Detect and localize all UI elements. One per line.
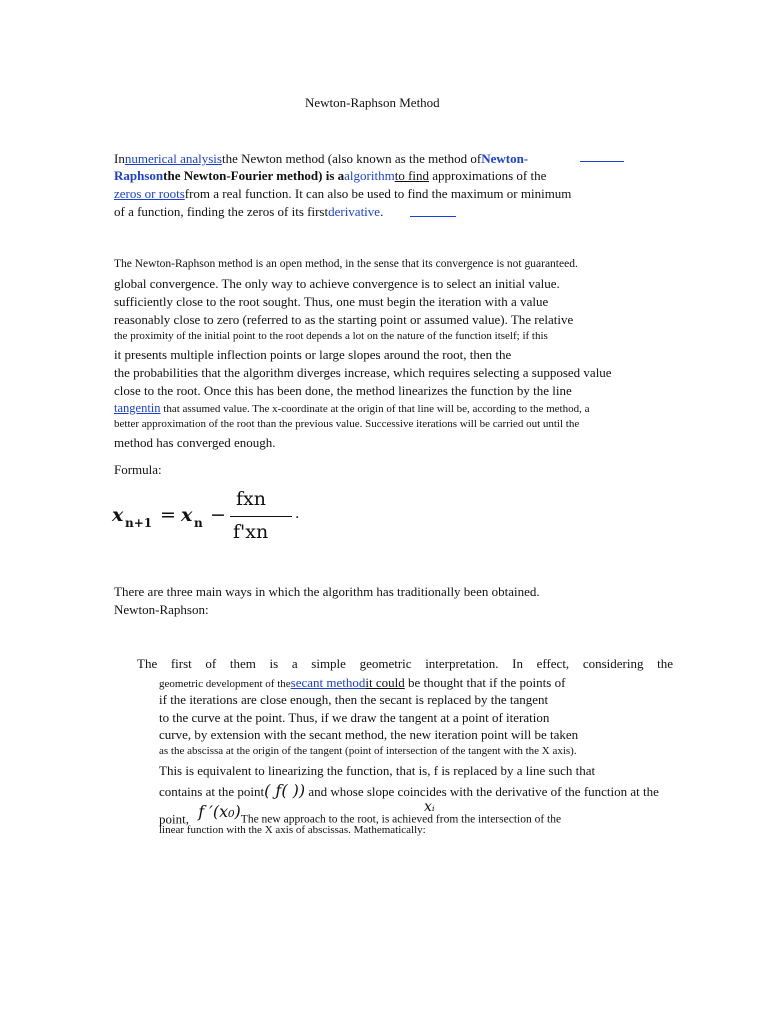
numerical-analysis-link[interactable]: numerical analysis: [124, 151, 222, 166]
para4-l9-pre: point,: [159, 811, 189, 827]
para4-line-2: [159, 675, 565, 691]
para4-l2-pre: geometric development of the: [159, 678, 291, 690]
intro-l2-rest: approximations of the: [429, 168, 547, 183]
it-could-text: it could: [365, 675, 405, 690]
intro-line-4: [114, 204, 383, 220]
para4-line-3: if the iterations are close enough, then the secant is replaced by the tangent: [159, 692, 549, 707]
intro-l4-end: .: [380, 204, 384, 219]
blank-link-1[interactable]: [580, 161, 624, 162]
intro-line-3: [114, 186, 571, 202]
algorithm-link[interactable]: algorithm: [344, 168, 395, 183]
derivative-link[interactable]: derivative: [328, 204, 381, 219]
intro-prefix: In: [114, 151, 125, 166]
para2-line-4: reasonably close to zero (referred to as the starting point or assumed value). The relative: [114, 312, 574, 327]
para4-l2-post: be thought that if the points of: [404, 675, 566, 690]
para4-line-6: as the abscissa at the origin of the tangent (point of intersection of the tangent with the X axis).: [159, 745, 577, 757]
intro-line-2: [114, 168, 546, 184]
formula-label: Formula:: [114, 462, 162, 477]
to-find-text: to find: [394, 168, 430, 183]
para2-line-8: close to the root. Once this has been done, the method linearizes the function by the line: [114, 383, 572, 398]
intro-line-1: [114, 151, 528, 167]
intro-l4-text: of a function, finding the zeros of its first: [114, 204, 329, 219]
para4-line-8: [159, 781, 659, 800]
para2-line-2: global convergence. The only way to achieve convergence is to select an initial value.: [114, 276, 560, 291]
formula-minus: −: [210, 504, 226, 526]
para4-line-7: This is equivalent to linearizing the function, that is, f is replaced by a line such that: [159, 763, 596, 778]
para4-line-5: curve, by extension with the secant method, the new iteration point will be taken: [159, 727, 579, 742]
newton-formula: [112, 486, 312, 546]
intro-bold-text: the Newton-Fourier method) is a: [163, 168, 345, 183]
para4-line-10: linear function with the X axis of abscissas. Mathematically:: [159, 824, 426, 836]
para4-l8-post: and whose slope coincides with the derivative of the function at the: [305, 784, 659, 799]
para2-line-10: better approximation of the root than the previous value. Successive iterations will be carried out until the: [114, 418, 580, 430]
formula-equals: =: [160, 504, 176, 526]
xi-notation: xᵢ: [424, 799, 435, 815]
para3-line-1: There are three main ways in which the algorithm has traditionally been obtained.: [114, 584, 540, 599]
derivative-notation: f ′(x₀): [198, 802, 241, 821]
page-title: Newton-Raphson Method: [305, 95, 440, 110]
fraction-bar: [230, 516, 292, 517]
newton-raphson-link-part1[interactable]: Newton-: [481, 151, 529, 166]
para2-line-9: [114, 401, 590, 416]
para2-line-5: the proximity of the initial point to the root depends a lot on the nature of the function itself; if this: [114, 330, 548, 342]
para2-line-3: sufficiently close to the root sought. Thus, one must begin the iteration with a value: [114, 294, 549, 309]
formula-x: x: [181, 504, 193, 526]
para4-line-4: to the curve at the point. Thus, if we draw the tangent at a point of iteration: [159, 710, 550, 725]
tangent-link[interactable]: tangentin: [114, 401, 161, 415]
formula-lhs-subscript: n+1: [125, 516, 153, 530]
point-notation: ( ƒ( )): [264, 781, 306, 800]
para2-line-7: the probabilities that the algorithm diverges increase, which requires selecting a supposed value: [114, 365, 612, 380]
zeros-or-roots-link[interactable]: zeros or roots: [114, 186, 185, 201]
para2-line-1: The Newton-Raphson method is an open method, in the sense that its convergence is not guaranteed.: [114, 258, 578, 270]
para2-line-6: it presents multiple inflection points or large slopes around the root, then the: [114, 347, 512, 362]
formula-numerator: fxn: [236, 488, 266, 510]
para4-l9-text: The new approach to the root, is achieved from the intersection of the: [240, 813, 562, 826]
formula-lhs: x: [112, 504, 124, 526]
intro-l1-text: the Newton method (also known as the method of: [221, 151, 482, 166]
para3-line-2: Newton-Raphson:: [114, 602, 209, 617]
secant-method-link[interactable]: secant method: [290, 675, 366, 690]
formula-dot: .: [295, 506, 300, 522]
para4-l8-pre: contains at the point: [159, 784, 265, 799]
formula-denominator: f'xn: [233, 521, 269, 543]
para2-l9-rest: that assumed value. The x-coordinate at the origin of that line will be, according to the method, a: [160, 403, 590, 415]
intro-l3-rest: from a real function. It can also be used to find the maximum or minimum: [184, 186, 572, 201]
para2-line-11: method has converged enough.: [114, 435, 276, 450]
formula-x-subscript: n: [194, 516, 203, 530]
blank-link-2[interactable]: [410, 216, 456, 217]
newton-raphson-link-part2[interactable]: Raphson: [114, 168, 164, 183]
para4-line-1: The first of them is a simple geometric interpretation. In effect, considering the: [137, 656, 673, 671]
